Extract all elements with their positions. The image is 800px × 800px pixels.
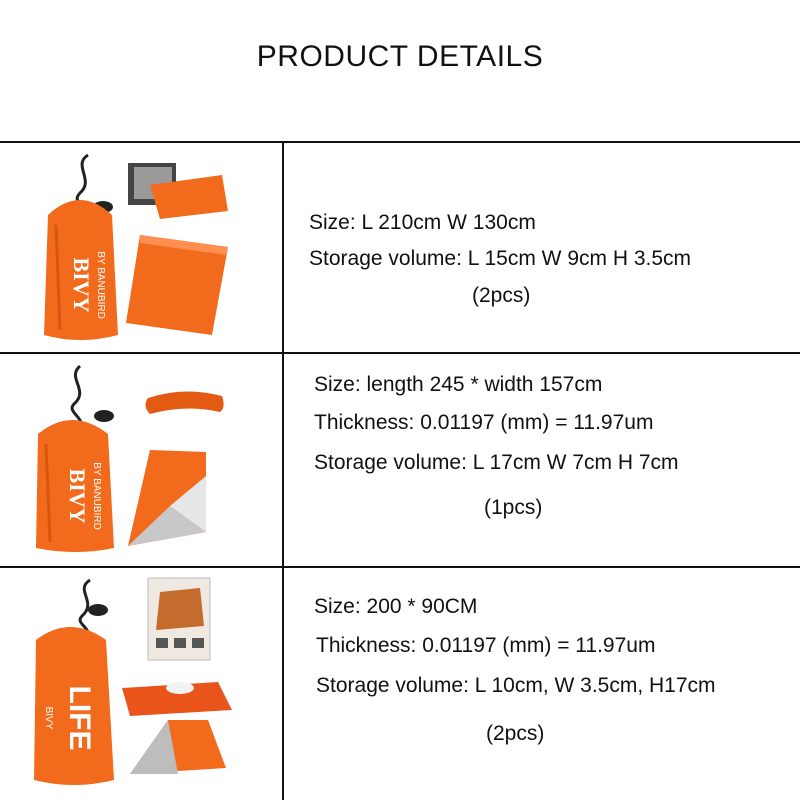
spec-line: Storage volume: L 10cm, W 3.5cm, H17cm — [316, 674, 716, 697]
product-image-life-bivy-tent — [0, 570, 282, 798]
spec-line: Size: L 210cm W 130cm — [309, 211, 536, 234]
spec-line: Storage volume: L 17cm W 7cm H 7cm — [314, 451, 679, 474]
quantity-label: (2pcs) — [472, 284, 531, 307]
bag-brand: BY BANUBIRD — [95, 251, 106, 319]
row-divider — [0, 352, 800, 354]
spec-line: Storage volume: L 15cm W 9cm H 3.5cm — [309, 247, 692, 270]
row-divider — [0, 566, 800, 568]
product-image-bivy-sleeping-bag — [0, 356, 282, 564]
page-title: PRODUCT DETAILS — [256, 40, 544, 73]
product-image-bivy-set — [0, 145, 282, 350]
spec-line: Size: 200 * 90CM — [314, 595, 478, 618]
quantity-label: (2pcs) — [486, 722, 545, 745]
bag-label: BIVY — [65, 468, 90, 524]
spec-line: Thickness: 0.01197 (mm) = 11.97um — [316, 634, 656, 657]
column-divider — [282, 142, 284, 800]
bag-label: LIFE — [63, 685, 96, 751]
bag-brand: BY BANUBIRD — [91, 462, 102, 530]
bag-brand: BIVY — [43, 706, 54, 730]
spec-line: Thickness: 0.01197 (mm) = 11.97um — [314, 411, 654, 434]
spec-line: Size: length 245 * width 157cm — [314, 373, 603, 396]
table-top-border — [0, 141, 800, 143]
quantity-label: (1pcs) — [484, 496, 543, 519]
bag-label: BIVY — [69, 257, 94, 313]
